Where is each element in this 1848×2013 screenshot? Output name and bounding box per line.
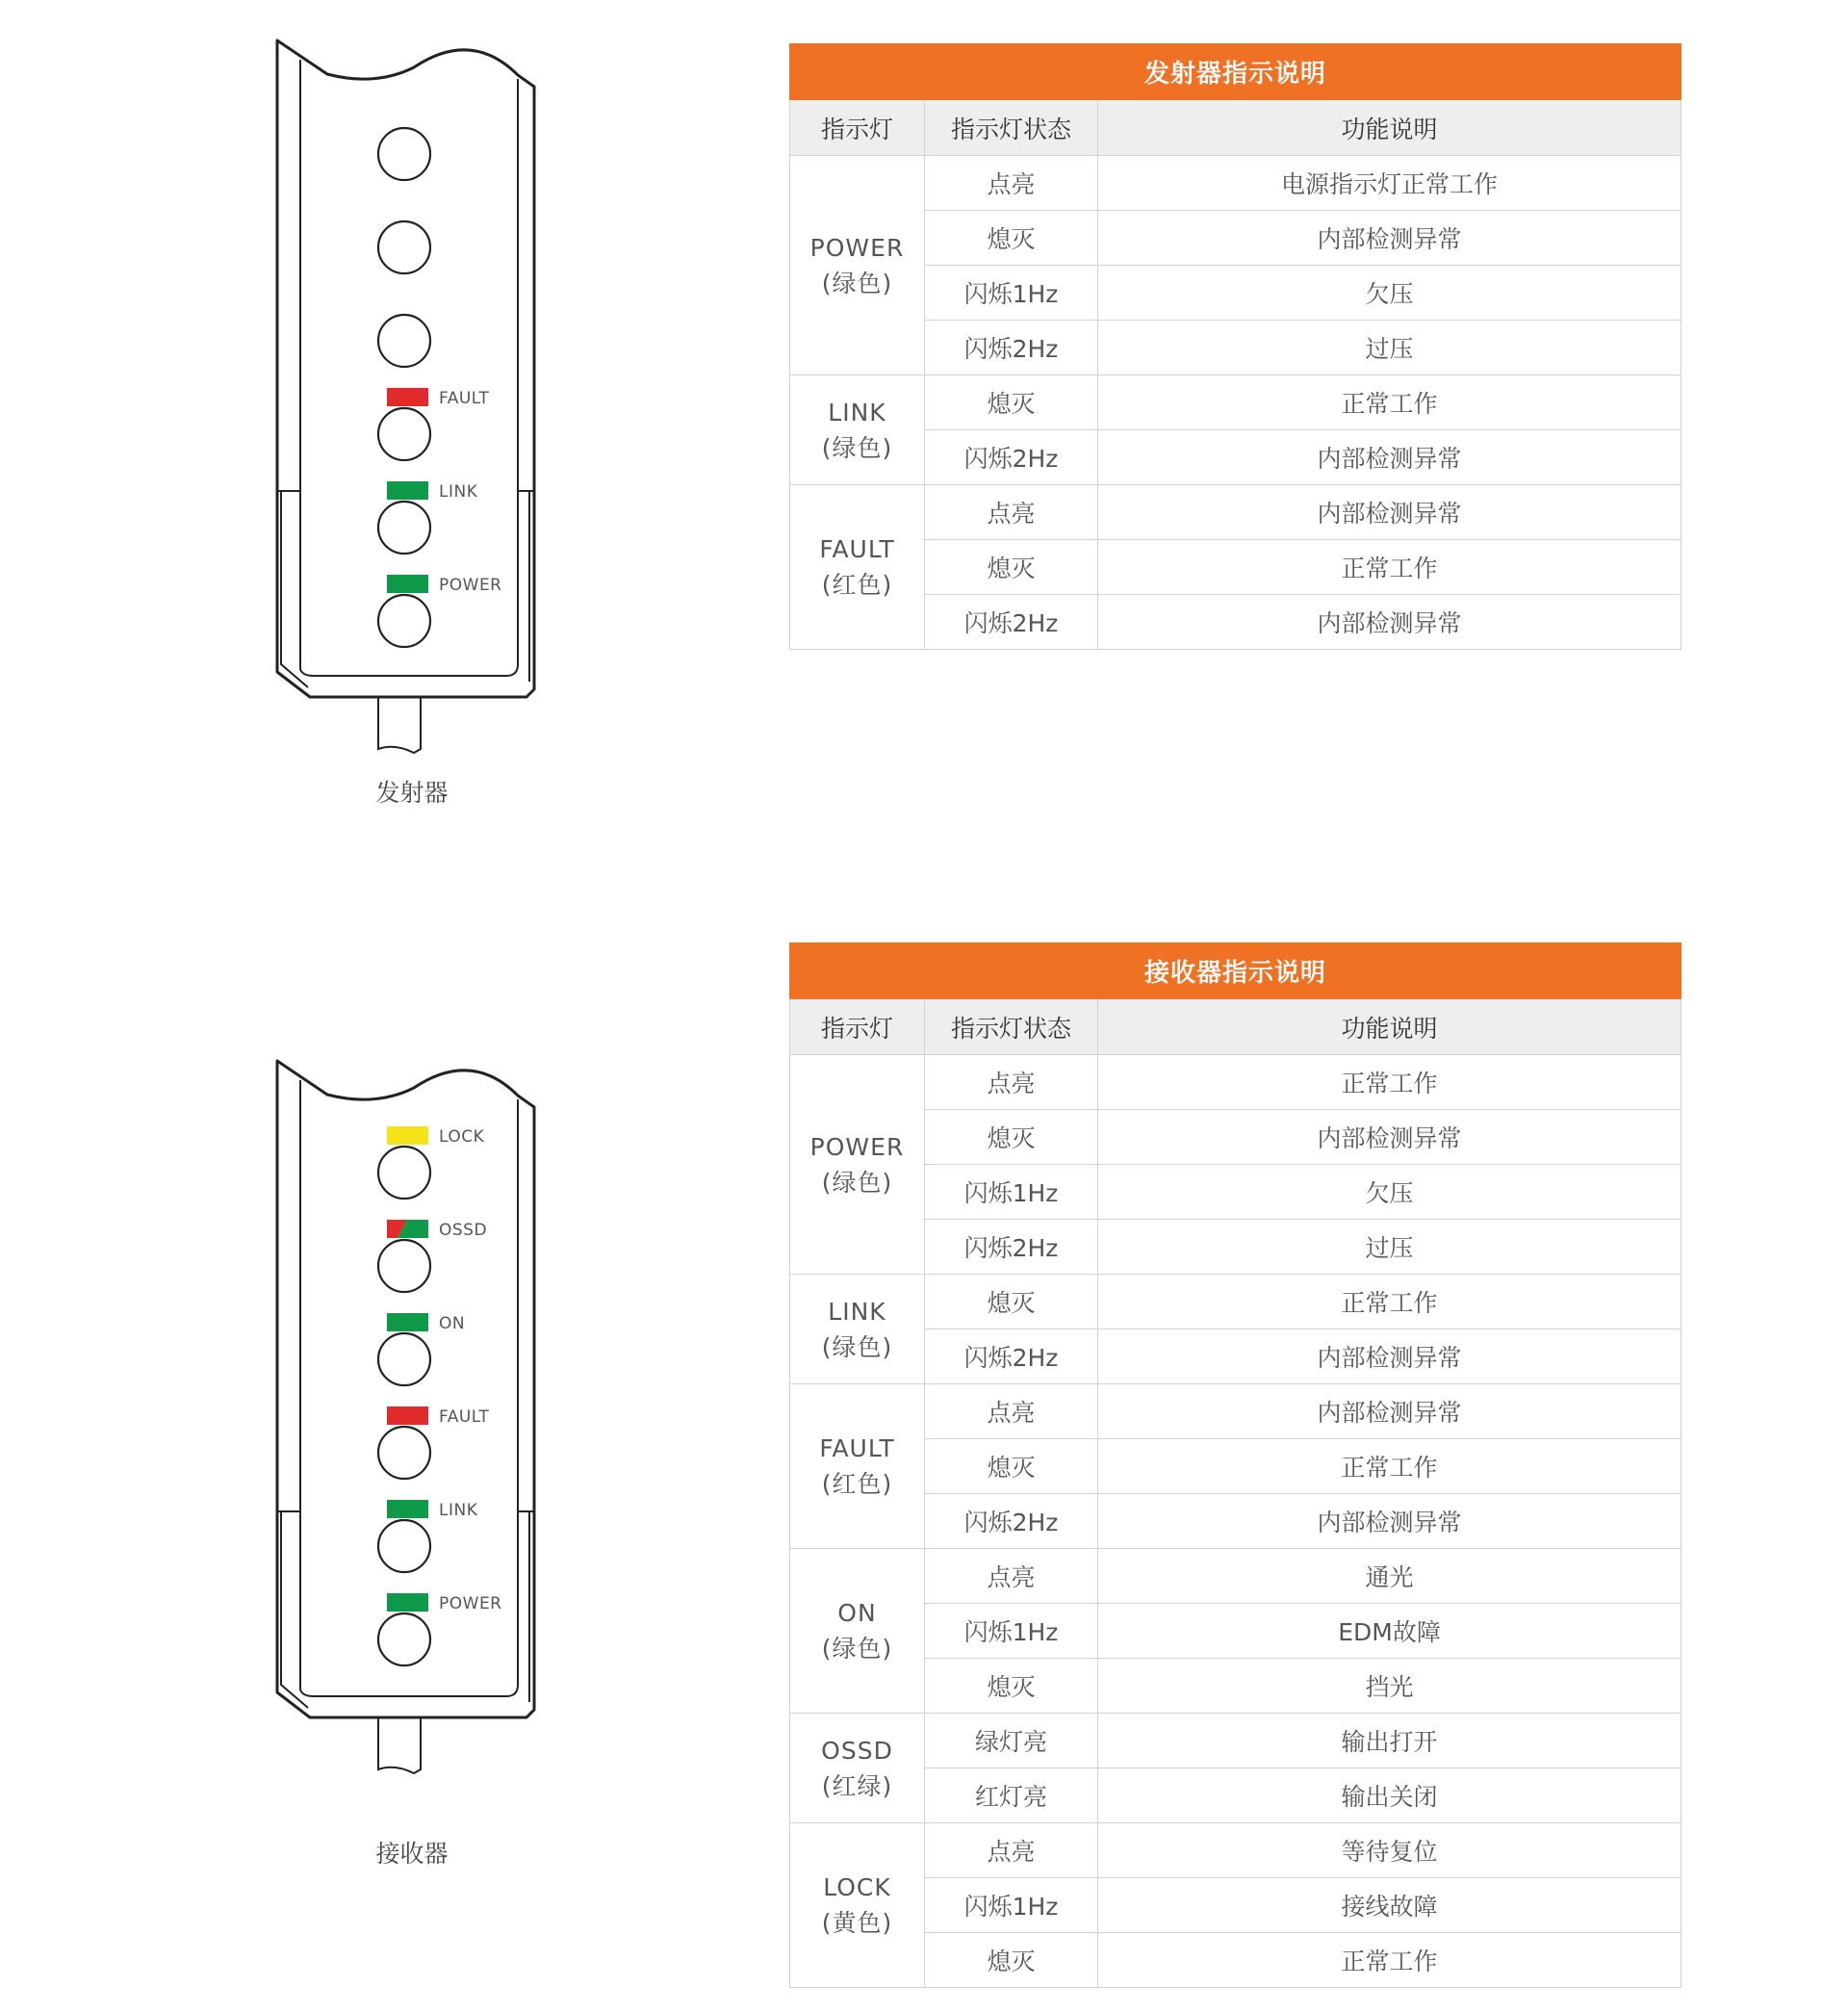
indicator-name: POWER (809, 233, 905, 262)
led-swatch (387, 1126, 428, 1145)
state-cell: 点亮 (925, 1384, 1098, 1439)
state-cell: 闪烁2Hz (925, 595, 1098, 650)
indicator-lens (378, 1613, 430, 1665)
indicator-name: LOCK (823, 1873, 891, 1901)
description-cell: 内部检测异常 (1098, 1384, 1681, 1439)
table-row (790, 485, 1681, 540)
state-cell: 熄灭 (925, 211, 1098, 266)
description-cell: 欠压 (1098, 266, 1681, 321)
description-cell: 等待复位 (1098, 1823, 1681, 1878)
state-cell: 闪烁1Hz (925, 1604, 1098, 1659)
indicator-color: (黄色) (821, 1909, 893, 1937)
led-indicator (387, 1313, 465, 1333)
led-indicator (387, 1500, 478, 1520)
led-label: LINK (439, 1501, 478, 1520)
indicator-color: (绿色) (821, 1332, 893, 1361)
description-cell: 输出打开 (1098, 1714, 1681, 1768)
table-header: 指示灯状态 (925, 999, 1098, 1055)
indicator-lens (378, 1520, 430, 1572)
table-title: 发射器指示说明 (790, 44, 1681, 100)
receiver-device (270, 1049, 578, 1781)
state-cell: 熄灭 (925, 1275, 1098, 1329)
indicator-color: (绿色) (821, 269, 893, 297)
indicator-lens (378, 502, 430, 554)
emitter-device-drawing (270, 29, 578, 761)
indicator-cell (790, 1275, 925, 1384)
description-cell: 内部检测异常 (1098, 430, 1681, 485)
indicator-lens (378, 128, 430, 180)
led-swatch (387, 481, 428, 500)
indicator-lens (378, 315, 430, 367)
state-cell: 熄灭 (925, 1933, 1098, 1988)
table-row (790, 1714, 1681, 1768)
led-indicator (387, 481, 478, 502)
description-cell: 内部检测异常 (1098, 1329, 1681, 1384)
indicator-color: (红绿) (821, 1771, 893, 1800)
description-cell: 正常工作 (1098, 1055, 1681, 1110)
description-cell: 过压 (1098, 321, 1681, 375)
state-cell: 点亮 (925, 1549, 1098, 1604)
indicator-lens (378, 595, 430, 647)
led-label: LOCK (439, 1127, 485, 1147)
indicator-cell (790, 1549, 925, 1714)
receiver-caption: 接收器 (375, 1840, 449, 1868)
led-swatch (387, 1593, 428, 1612)
receiver-device-drawing (270, 1049, 578, 1781)
led-indicator (387, 1126, 485, 1147)
state-cell: 熄灭 (925, 375, 1098, 430)
indicator-lens (378, 1333, 430, 1385)
state-cell: 熄灭 (925, 1110, 1098, 1165)
cable (378, 1717, 421, 1773)
led-swatch (387, 1500, 428, 1518)
description-cell: 通光 (1098, 1549, 1681, 1604)
state-cell: 闪烁1Hz (925, 1165, 1098, 1220)
led-swatch (387, 388, 428, 406)
description-cell: 正常工作 (1098, 1933, 1681, 1988)
led-label: FAULT (439, 389, 490, 408)
indicator-name: FAULT (819, 535, 895, 563)
description-cell: 内部检测异常 (1098, 1110, 1681, 1165)
led-label: POWER (439, 576, 502, 595)
led-label: FAULT (439, 1407, 490, 1427)
led-indicator (387, 1220, 487, 1240)
description-cell: 正常工作 (1098, 1275, 1681, 1329)
state-cell: 绿灯亮 (925, 1714, 1098, 1768)
led-indicator (387, 388, 489, 408)
emitter-caption: 发射器 (375, 779, 449, 807)
description-cell: 正常工作 (1098, 540, 1681, 595)
state-cell: 闪烁2Hz (925, 321, 1098, 375)
table-row (790, 1055, 1681, 1110)
indicator-cell (790, 1714, 925, 1823)
indicator-lens (378, 221, 430, 273)
state-cell: 红灯亮 (925, 1768, 1098, 1823)
cable (378, 697, 421, 753)
table-header: 功能说明 (1098, 100, 1681, 156)
description-cell: 输出关闭 (1098, 1768, 1681, 1823)
description-cell: 接线故障 (1098, 1878, 1681, 1933)
indicator-lens (378, 1427, 430, 1479)
state-cell: 闪烁1Hz (925, 1878, 1098, 1933)
description-cell: 内部检测异常 (1098, 485, 1681, 540)
indicator-color: (绿色) (821, 1168, 893, 1197)
indicator-cell (790, 156, 925, 375)
table-row (790, 1823, 1681, 1878)
state-cell: 熄灭 (925, 540, 1098, 595)
description-cell: 正常工作 (1098, 1439, 1681, 1494)
clip-left (281, 491, 308, 687)
indicator-cell (790, 1823, 925, 1988)
table-row (790, 156, 1681, 211)
table-title: 接收器指示说明 (790, 943, 1681, 999)
description-cell: 内部检测异常 (1098, 1494, 1681, 1549)
clip-left (281, 1511, 308, 1708)
state-cell: 点亮 (925, 156, 1098, 211)
indicator-lens (378, 1147, 430, 1199)
state-cell: 闪烁2Hz (925, 1494, 1098, 1549)
emitter-indicator-table (789, 43, 1681, 650)
table-header: 指示灯 (790, 100, 925, 156)
state-cell: 点亮 (925, 1055, 1098, 1110)
indicator-lens (378, 1240, 430, 1292)
led-swatch (387, 1407, 428, 1425)
led-swatch (387, 575, 428, 593)
led-label: POWER (439, 1594, 502, 1613)
state-cell: 点亮 (925, 1823, 1098, 1878)
receiver-indicator-table (789, 942, 1681, 1988)
state-cell: 闪烁2Hz (925, 430, 1098, 485)
state-cell: 熄灭 (925, 1659, 1098, 1714)
description-cell: 正常工作 (1098, 375, 1681, 430)
led-label: LINK (439, 482, 478, 502)
description-cell: 内部检测异常 (1098, 211, 1681, 266)
indicator-color: (绿色) (821, 433, 893, 462)
indicator-name: LINK (828, 398, 886, 426)
indicator-cell (790, 485, 925, 650)
indicator-cell (790, 375, 925, 485)
indicator-name: POWER (809, 1132, 905, 1161)
table-row (790, 1275, 1681, 1329)
indicator-color: (红色) (821, 571, 893, 599)
state-cell: 闪烁2Hz (925, 1220, 1098, 1275)
state-cell: 闪烁2Hz (925, 1329, 1098, 1384)
table-header: 指示灯 (790, 999, 925, 1055)
description-cell: EDM故障 (1098, 1604, 1681, 1659)
description-cell: 电源指示灯正常工作 (1098, 156, 1681, 211)
indicator-cell (790, 1384, 925, 1549)
description-cell: 过压 (1098, 1220, 1681, 1275)
indicator-name: LINK (828, 1297, 886, 1326)
led-indicator (387, 1407, 489, 1427)
led-indicator (387, 1593, 502, 1613)
table-row (790, 1384, 1681, 1439)
indicator-color: (红色) (821, 1470, 893, 1498)
state-cell: 熄灭 (925, 1439, 1098, 1494)
indicator-color: (绿色) (821, 1635, 893, 1663)
indicator-lens (378, 408, 430, 460)
description-cell: 欠压 (1098, 1165, 1681, 1220)
table-header: 指示灯状态 (925, 100, 1098, 156)
description-cell: 挡光 (1098, 1659, 1681, 1714)
description-cell: 内部检测异常 (1098, 595, 1681, 650)
led-indicator (387, 575, 502, 595)
table-row (790, 1549, 1681, 1604)
table-row (790, 375, 1681, 430)
indicator-cell (790, 1055, 925, 1275)
led-swatch (387, 1313, 428, 1331)
indicator-name: OSSD (821, 1736, 893, 1765)
indicator-name: FAULT (819, 1434, 895, 1462)
led-label: ON (439, 1314, 466, 1333)
indicator-name: ON (837, 1599, 877, 1627)
state-cell: 点亮 (925, 485, 1098, 540)
emitter-device (270, 29, 578, 761)
led-label: OSSD (439, 1221, 488, 1240)
state-cell: 闪烁1Hz (925, 266, 1098, 321)
table-header: 功能说明 (1098, 999, 1681, 1055)
